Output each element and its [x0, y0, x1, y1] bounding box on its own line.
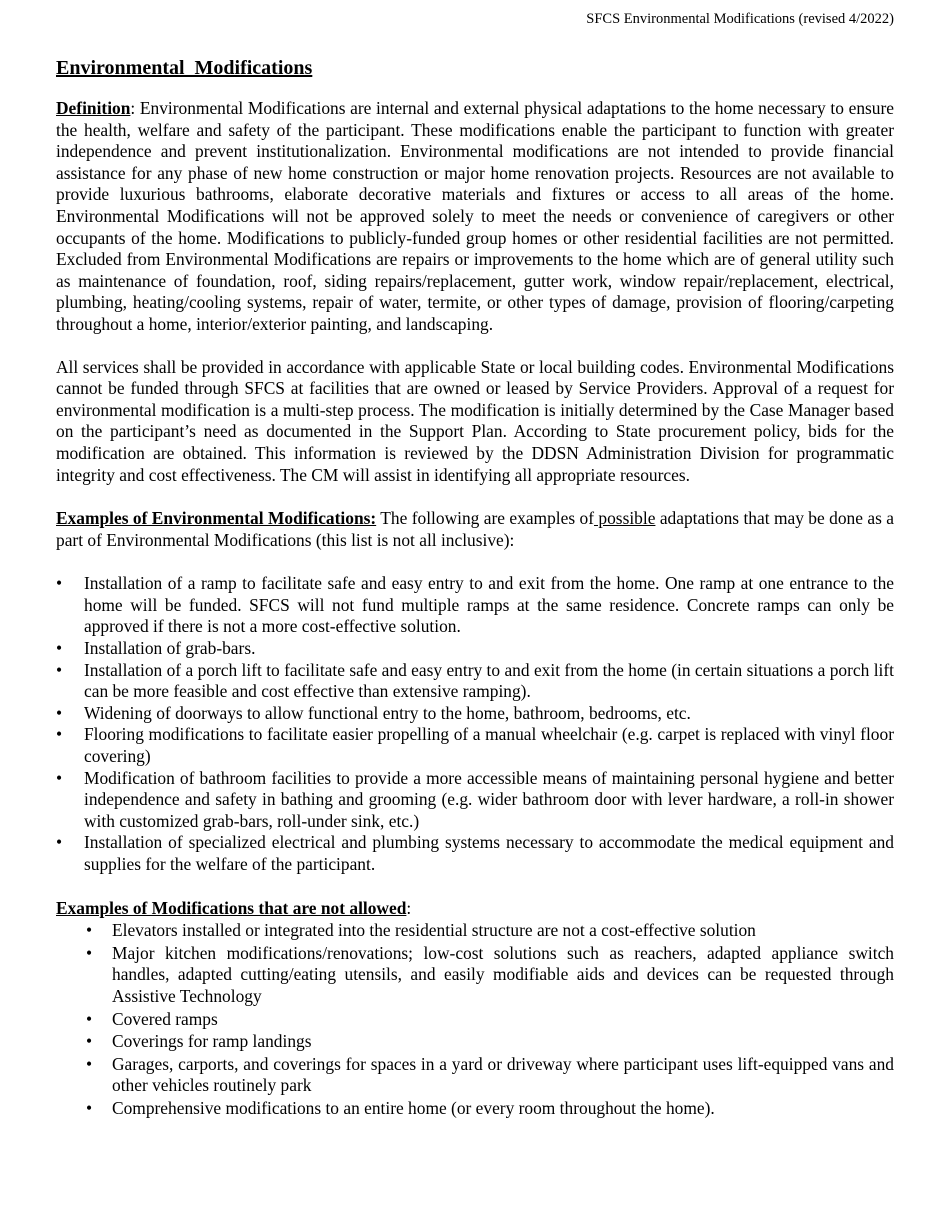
- list-item: [56, 943, 894, 1008]
- bullet-icon: •: [56, 832, 63, 853]
- list-item: [56, 660, 894, 703]
- document-body: [56, 55, 894, 1121]
- list-item: [56, 920, 894, 942]
- list-item-text: Covered ramps: [112, 1008, 218, 1029]
- list-item-text: Flooring modifications to facilitate easier propelling of a manual wheelchair (e.g. carpet is replaced with vinyl floor covering): [84, 724, 894, 767]
- list-item-text: Coverings for ramp landings: [112, 1031, 312, 1052]
- list-item: [56, 768, 894, 833]
- list-item: [56, 832, 894, 875]
- not-allowed-colon: :: [406, 897, 412, 918]
- bullet-icon: •: [86, 1053, 93, 1074]
- list-item: [56, 638, 894, 660]
- definition-text: : Environmental Modifications are internal and external physical adaptations to the home necessary to ensure the health, welfare and safety of the participant. These modifications enable the participant to function with greater independence and prevent institutionalization. Environmental modifications are not intended to provide financial assistance for any phase of new home construction or major home renovation projects. Resources are not available to provide luxurious bathrooms, elaborate decorative materials and fixtures or access to all areas of the home. Environmental Modifications will not be approved solely to meet the needs or convenience of caregivers or other occupants of the home. Modifications to publicly-funded group homes or other residential facilities are not permitted. Excluded from Environmental Modifications are repairs or improvements to the home which are of general utility such as maintenance of foundation, roof, siding repairs/replacement, gutter work, window repair/replacement, electrical, plumbing, heating/cooling systems, repair of water, termite, or other types of damage, provision of flooring/carpeting throughout a home, interior/exterior painting, and landscaping.: [56, 98, 894, 334]
- list-item-text: Major kitchen modifications/renovations; low-cost solutions such as reachers, adapted appliance switch handles, adapted cutting/eating utensils, and easily modifiable aids and devices can be requested through Assistive Technology: [112, 942, 894, 1006]
- list-item-text: Garages, carports, and coverings for spaces in a yard or driveway where participant uses lift-equipped vans and other vehicles routinely park: [112, 1053, 894, 1096]
- list-item: [56, 1054, 894, 1097]
- list-item: [56, 703, 894, 725]
- bullet-icon: •: [86, 942, 93, 963]
- list-item-text: Modification of bathroom facilities to provide a more accessible means of maintaining personal hygiene and better independence and safety in bathing and grooming (e.g. wider bathroom door with lever hardware, a roll-in shower with customized grab-bars, roll-under sink, etc.): [84, 767, 894, 831]
- list-item-text: Installation of specialized electrical and plumbing systems necessary to accommodate the medical equipment and supplies for the welfare of the participant.: [84, 832, 894, 874]
- document-header: SFCS Environmental Modifications (revised 4/2022): [586, 11, 894, 27]
- bullet-icon: •: [56, 767, 63, 788]
- not-allowed-heading: Examples of Modifications that are not allowed: [56, 897, 407, 918]
- examples-intro-text: The following are examples of: [376, 508, 594, 529]
- bullet-icon: •: [86, 1008, 93, 1029]
- bullet-icon: •: [86, 1097, 93, 1118]
- list-item: [56, 1009, 894, 1031]
- list-item-text: Elevators installed or integrated into the residential structure are not a cost-effective solution: [112, 920, 756, 941]
- definition-label: Definition: [56, 98, 131, 118]
- examples-intro-text-end: adaptations that may be done as a part of Environmental Modifications (this list is not all inclusive):: [56, 508, 894, 550]
- examples-intro-emphasis: possible: [594, 508, 656, 529]
- page-title: Environmental Modifications: [56, 57, 313, 79]
- bullet-icon: •: [56, 724, 63, 745]
- definition-paragraph: [56, 98, 894, 336]
- services-paragraph: All services shall be provided in accordance with applicable State or local building codes. Environmental Modifications cannot be funded through SFCS at facilities that are owned or leased by Service Providers. Approval of a request for environmental modification is a multi-step process. The modification is initially determined by the Case Manager based on the participant’s need as documented in the Support Plan. According to State procurement policy, bids for the modification are obtained. This information is reviewed by the DDSN Administration Division for programmatic integrity and cost effectiveness. The CM will assist in identifying all appropriate resources.: [56, 356, 894, 485]
- bullet-icon: •: [86, 1031, 93, 1052]
- not-allowed-heading-line: [56, 898, 894, 920]
- list-item-text: Widening of doorways to allow functional entry to the home, bathroom, bedrooms, etc.: [84, 702, 691, 723]
- examples-list: [56, 573, 894, 875]
- bullet-icon: •: [56, 573, 63, 594]
- list-item-text: Comprehensive modifications to an entire home (or every room throughout the home).: [112, 1097, 715, 1118]
- list-item: [56, 1098, 894, 1120]
- list-item: [56, 1031, 894, 1053]
- examples-intro: [56, 508, 894, 551]
- bullet-icon: •: [86, 920, 93, 941]
- bullet-icon: •: [56, 638, 63, 659]
- bullet-icon: •: [56, 659, 63, 680]
- not-allowed-list: [56, 920, 894, 1119]
- list-item-text: Installation of a ramp to facilitate safe and easy entry to and exit from the home. One ramp at one entrance to the home will be funded. SFCS will not fund multiple ramps at the same residence. Concrete ramps can only be approved if there is not a more cost-effective solution.: [84, 573, 894, 637]
- examples-heading: Examples of Environmental Modifications:: [56, 508, 377, 529]
- list-item-text: Installation of a porch lift to facilitate safe and easy entry to and exit from the home (in certain situations a porch lift can be more feasible and cost effective than extensive ramping).: [84, 659, 894, 702]
- list-item-text: Installation of grab-bars.: [84, 638, 256, 659]
- bullet-icon: •: [56, 702, 63, 723]
- list-item: [56, 724, 894, 767]
- list-item: [56, 573, 894, 638]
